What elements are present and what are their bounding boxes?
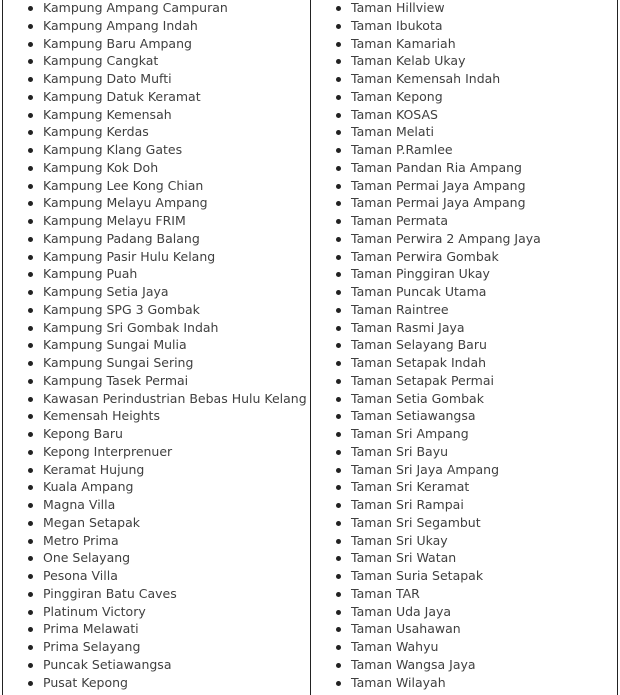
bullet-icon bbox=[28, 166, 33, 171]
bullet-icon bbox=[28, 556, 33, 561]
list-item-label: Kampung Cangkat bbox=[43, 53, 159, 69]
bullet-icon bbox=[28, 645, 33, 650]
bullet-icon bbox=[28, 379, 33, 384]
list-item bbox=[3, 265, 307, 283]
list-item bbox=[3, 603, 307, 621]
list-item bbox=[3, 0, 307, 17]
list-item bbox=[311, 141, 541, 159]
list-item-label: Taman Selayang Baru bbox=[351, 337, 487, 353]
bullet-icon bbox=[336, 681, 341, 686]
bullet-icon bbox=[336, 59, 341, 64]
bullet-icon bbox=[336, 77, 341, 82]
list-item bbox=[3, 212, 307, 230]
list-item-label: Kampung Tasek Permai bbox=[43, 372, 189, 388]
list-item-label: Kampung Sungai Mulia bbox=[43, 337, 187, 353]
list-item-label: Taman Usahawan bbox=[351, 621, 461, 637]
list-item-label: Taman Kepong bbox=[351, 88, 443, 104]
list-item bbox=[311, 407, 541, 425]
list-item-label: Kampung Kerdas bbox=[43, 124, 149, 140]
list-item-label: Kuala Ampang bbox=[43, 479, 134, 495]
bullet-icon bbox=[28, 6, 33, 11]
list-item-label: Taman KOSAS bbox=[351, 106, 438, 122]
list-item bbox=[3, 425, 307, 443]
list-item bbox=[3, 52, 307, 70]
bullet-icon bbox=[28, 485, 33, 490]
bullet-icon bbox=[28, 539, 33, 544]
list-item bbox=[311, 496, 541, 514]
bullet-icon bbox=[336, 645, 341, 650]
list-item bbox=[3, 88, 307, 106]
list-item-label: One Selayang bbox=[43, 550, 131, 566]
list-item bbox=[311, 354, 541, 372]
bullet-icon bbox=[28, 326, 33, 331]
list-item bbox=[311, 549, 541, 567]
bullet-icon bbox=[28, 59, 33, 64]
bullet-icon bbox=[336, 255, 341, 260]
list-item bbox=[311, 319, 541, 337]
bullet-icon bbox=[28, 610, 33, 615]
list-item-label: Taman Hillview bbox=[351, 0, 445, 15]
bullet-icon bbox=[336, 6, 341, 11]
bullet-icon bbox=[28, 148, 33, 153]
bullet-icon bbox=[336, 468, 341, 473]
bullet-icon bbox=[28, 130, 33, 135]
bullet-icon bbox=[336, 237, 341, 242]
bullet-icon bbox=[28, 308, 33, 313]
bullet-icon bbox=[28, 255, 33, 260]
list-item bbox=[3, 230, 307, 248]
bullet-icon bbox=[28, 219, 33, 224]
left-column bbox=[2, 0, 311, 695]
list-item-label: Taman Sri Bayu bbox=[351, 443, 449, 459]
list-item-label: Taman Kelab Ukay bbox=[351, 53, 466, 69]
list-item bbox=[3, 159, 307, 177]
list-item bbox=[3, 390, 307, 408]
bullet-icon bbox=[28, 343, 33, 348]
list-item-label: Kampung Melayu FRIM bbox=[43, 213, 186, 228]
list-item bbox=[311, 248, 541, 266]
list-item bbox=[311, 638, 541, 656]
bullet-icon bbox=[336, 148, 341, 153]
list-item bbox=[3, 319, 307, 337]
bullet-icon bbox=[336, 24, 341, 29]
bullet-icon bbox=[28, 184, 33, 189]
list-item-label: Kampung Pasir Hulu Kelang bbox=[43, 248, 216, 264]
list-item bbox=[311, 585, 541, 603]
bullet-icon bbox=[28, 290, 33, 295]
list-item-label: Taman Sri Rampai bbox=[351, 497, 464, 512]
list-item-label: Kampung Sri Gombak Indah bbox=[43, 319, 219, 335]
list-item-label: Taman Rasmi Jaya bbox=[351, 319, 465, 335]
list-item-label: Kampung Dato Mufti bbox=[43, 71, 172, 86]
list-item bbox=[3, 141, 307, 159]
list-item bbox=[3, 194, 307, 212]
list-item-label: Kampung Kemensah bbox=[43, 106, 172, 122]
bullet-icon bbox=[336, 379, 341, 384]
list-item bbox=[311, 123, 541, 141]
list-item bbox=[3, 478, 307, 496]
list-item-label: Kampung Padang Balang bbox=[43, 230, 200, 246]
list-item bbox=[3, 443, 307, 461]
bullet-icon bbox=[336, 42, 341, 47]
list-item-label: Prima Selayang bbox=[43, 639, 141, 654]
bullet-icon bbox=[336, 397, 341, 402]
list-item-label: Taman Pinggiran Ukay bbox=[351, 266, 490, 282]
list-item bbox=[3, 567, 307, 585]
list-item-label: Taman Permata bbox=[351, 213, 449, 228]
list-item-label: Taman Setapak Indah bbox=[351, 355, 487, 370]
list-item-label: Pusat Kepong bbox=[43, 674, 128, 690]
bullet-icon bbox=[336, 432, 341, 437]
list-item bbox=[311, 478, 541, 496]
bullet-icon bbox=[336, 166, 341, 171]
list-item bbox=[311, 70, 541, 88]
list-item bbox=[311, 212, 541, 230]
list-item-label: Taman Ibukota bbox=[351, 17, 443, 33]
list-item bbox=[3, 354, 307, 372]
bullet-icon bbox=[336, 610, 341, 615]
list-item-label: Taman Sri Ukay bbox=[351, 532, 448, 548]
right-location-list bbox=[311, 0, 541, 691]
bullet-icon bbox=[336, 450, 341, 455]
list-item-label: Kampung Datuk Keramat bbox=[43, 88, 201, 104]
list-item bbox=[311, 35, 541, 53]
list-item bbox=[311, 0, 541, 17]
bullet-icon bbox=[336, 130, 341, 135]
list-item-label: Kemensah Heights bbox=[43, 408, 160, 424]
list-item-label: Kampung Kok Doh bbox=[43, 159, 159, 175]
list-item-label: Taman Kemensah Indah bbox=[351, 71, 501, 86]
list-item-label: Taman Permai Jaya Ampang bbox=[351, 177, 526, 193]
list-item-label: Prima Melawati bbox=[43, 621, 139, 637]
left-location-list bbox=[3, 0, 307, 691]
list-item bbox=[311, 106, 541, 124]
bullet-icon bbox=[336, 184, 341, 189]
list-item-label: Taman Sri Watan bbox=[351, 550, 457, 566]
bullet-icon bbox=[28, 432, 33, 437]
list-item bbox=[3, 656, 307, 674]
list-item bbox=[3, 407, 307, 425]
list-item-label: Metro Prima bbox=[43, 532, 119, 548]
bullet-icon bbox=[336, 503, 341, 508]
list-item bbox=[3, 496, 307, 514]
list-item bbox=[3, 620, 307, 638]
list-item-label: Kampung Ampang Campuran bbox=[43, 0, 228, 15]
bullet-icon bbox=[336, 343, 341, 348]
bullet-icon bbox=[336, 113, 341, 118]
list-item-label: Taman Setiawangsa bbox=[351, 408, 476, 424]
bullet-icon bbox=[28, 95, 33, 100]
right-column bbox=[310, 0, 618, 695]
bullet-icon bbox=[336, 361, 341, 366]
list-item-label: Platinum Victory bbox=[43, 603, 146, 619]
bullet-icon bbox=[28, 414, 33, 419]
list-item bbox=[311, 461, 541, 479]
bullet-icon bbox=[336, 414, 341, 419]
list-item bbox=[3, 70, 307, 88]
list-item-label: Taman Setia Gombak bbox=[351, 390, 484, 406]
list-item-label: Pinggiran Batu Caves bbox=[43, 585, 177, 601]
list-item bbox=[3, 336, 307, 354]
bullet-icon bbox=[336, 574, 341, 579]
list-item-label: Magna Villa bbox=[43, 497, 116, 512]
list-item bbox=[3, 674, 307, 692]
list-item bbox=[3, 638, 307, 656]
list-item-label: Taman Uda Jaya bbox=[351, 603, 452, 619]
list-item-label: Kepong Interprenuer bbox=[43, 443, 173, 459]
list-item bbox=[3, 372, 307, 390]
list-item-label: Kampung Ampang Indah bbox=[43, 17, 198, 33]
list-item bbox=[3, 585, 307, 603]
list-item-label: Taman Sri Segambut bbox=[351, 514, 481, 530]
list-item bbox=[311, 230, 541, 248]
bullet-icon bbox=[28, 521, 33, 526]
list-item-label: Taman Perwira Gombak bbox=[351, 248, 499, 264]
list-item-label: Pesona Villa bbox=[43, 568, 118, 583]
bullet-icon bbox=[336, 539, 341, 544]
bullet-icon bbox=[28, 201, 33, 206]
list-item-label: Taman Kamariah bbox=[351, 35, 456, 51]
list-item-label: Taman Sri Ampang bbox=[351, 426, 469, 441]
list-item bbox=[3, 283, 307, 301]
list-item-label: Taman Raintree bbox=[351, 301, 449, 317]
bullet-icon bbox=[28, 272, 33, 277]
list-item-label: Taman Wahyu bbox=[351, 639, 439, 654]
list-item-label: Puncak Setiawangsa bbox=[43, 656, 172, 672]
bullet-icon bbox=[336, 272, 341, 277]
list-item-label: Kampung Melayu Ampang bbox=[43, 195, 208, 211]
list-item bbox=[311, 336, 541, 354]
list-item-label: Taman Suria Setapak bbox=[351, 568, 484, 583]
bullet-icon bbox=[28, 574, 33, 579]
list-item bbox=[311, 425, 541, 443]
bullet-icon bbox=[28, 468, 33, 473]
list-item bbox=[311, 372, 541, 390]
list-item-label: Taman Permai Jaya Ampang bbox=[351, 195, 526, 211]
bullet-icon bbox=[28, 663, 33, 668]
list-item bbox=[311, 603, 541, 621]
list-item bbox=[311, 17, 541, 35]
list-item-label: Taman TAR bbox=[351, 585, 420, 601]
list-item bbox=[3, 514, 307, 532]
list-item bbox=[311, 265, 541, 283]
list-item-label: Keramat Hujung bbox=[43, 461, 145, 477]
list-item bbox=[311, 52, 541, 70]
list-item bbox=[3, 461, 307, 479]
bullet-icon bbox=[28, 450, 33, 455]
list-item-label: Taman Puncak Utama bbox=[351, 284, 487, 299]
list-item-label: Taman Wangsa Jaya bbox=[351, 656, 476, 672]
bullet-icon bbox=[336, 627, 341, 632]
list-item-label: Kampung Puah bbox=[43, 266, 138, 282]
bullet-icon bbox=[28, 592, 33, 597]
list-item-label: Kampung Lee Kong Chian bbox=[43, 177, 204, 193]
bullet-icon bbox=[336, 592, 341, 597]
list-item-label: Taman Pandan Ria Ampang bbox=[351, 159, 522, 175]
list-item-label: Taman Wilayah bbox=[351, 674, 446, 690]
bullet-icon bbox=[28, 397, 33, 402]
list-item bbox=[3, 106, 307, 124]
bullet-icon bbox=[336, 663, 341, 668]
list-item bbox=[3, 177, 307, 195]
list-item bbox=[311, 567, 541, 585]
bullet-icon bbox=[28, 77, 33, 82]
bullet-icon bbox=[28, 627, 33, 632]
bullet-icon bbox=[28, 24, 33, 29]
list-item-label: Taman P.Ramlee bbox=[351, 142, 453, 157]
bullet-icon bbox=[28, 361, 33, 366]
list-item bbox=[311, 390, 541, 408]
list-item bbox=[3, 17, 307, 35]
list-item bbox=[311, 620, 541, 638]
list-item-label: Kampung Setia Jaya bbox=[43, 284, 169, 299]
bullet-icon bbox=[336, 556, 341, 561]
list-item bbox=[3, 532, 307, 550]
list-item bbox=[311, 301, 541, 319]
list-item bbox=[3, 248, 307, 266]
list-item bbox=[3, 123, 307, 141]
list-item-label: Kampung Sungai Sering bbox=[43, 355, 194, 370]
list-item-label: Taman Perwira 2 Ampang Jaya bbox=[351, 230, 541, 246]
list-item bbox=[3, 301, 307, 319]
list-item-label: Taman Sri Keramat bbox=[351, 479, 470, 495]
bullet-icon bbox=[336, 219, 341, 224]
bullet-icon bbox=[336, 326, 341, 331]
list-item bbox=[311, 194, 541, 212]
list-item-label: Kampung Baru Ampang bbox=[43, 35, 192, 51]
list-item bbox=[311, 514, 541, 532]
bullet-icon bbox=[336, 290, 341, 295]
list-item bbox=[3, 35, 307, 53]
list-item-label: Kepong Baru bbox=[43, 426, 123, 441]
list-item-label: Kawasan Perindustrian Bebas Hulu Kelang bbox=[43, 390, 307, 406]
list-item bbox=[311, 177, 541, 195]
list-item bbox=[311, 159, 541, 177]
list-item bbox=[311, 674, 541, 692]
list-item-label: Kampung Klang Gates bbox=[43, 142, 183, 157]
bullet-icon bbox=[336, 485, 341, 490]
list-item bbox=[311, 656, 541, 674]
bullet-icon bbox=[336, 95, 341, 100]
bullet-icon bbox=[336, 201, 341, 206]
list-item bbox=[3, 549, 307, 567]
list-item bbox=[311, 443, 541, 461]
bullet-icon bbox=[28, 681, 33, 686]
bullet-icon bbox=[28, 503, 33, 508]
list-item bbox=[311, 283, 541, 301]
bullet-icon bbox=[28, 237, 33, 242]
bullet-icon bbox=[28, 42, 33, 47]
list-item-label: Taman Sri Jaya Ampang bbox=[351, 461, 500, 477]
list-item-label: Kampung SPG 3 Gombak bbox=[43, 301, 200, 317]
bullet-icon bbox=[336, 521, 341, 526]
bullet-icon bbox=[28, 113, 33, 118]
list-item-label: Megan Setapak bbox=[43, 514, 140, 530]
list-item-label: Taman Setapak Permai bbox=[351, 372, 494, 388]
bullet-icon bbox=[336, 308, 341, 313]
list-item-label: Taman Melati bbox=[351, 124, 434, 140]
list-item bbox=[311, 88, 541, 106]
list-item bbox=[311, 532, 541, 550]
